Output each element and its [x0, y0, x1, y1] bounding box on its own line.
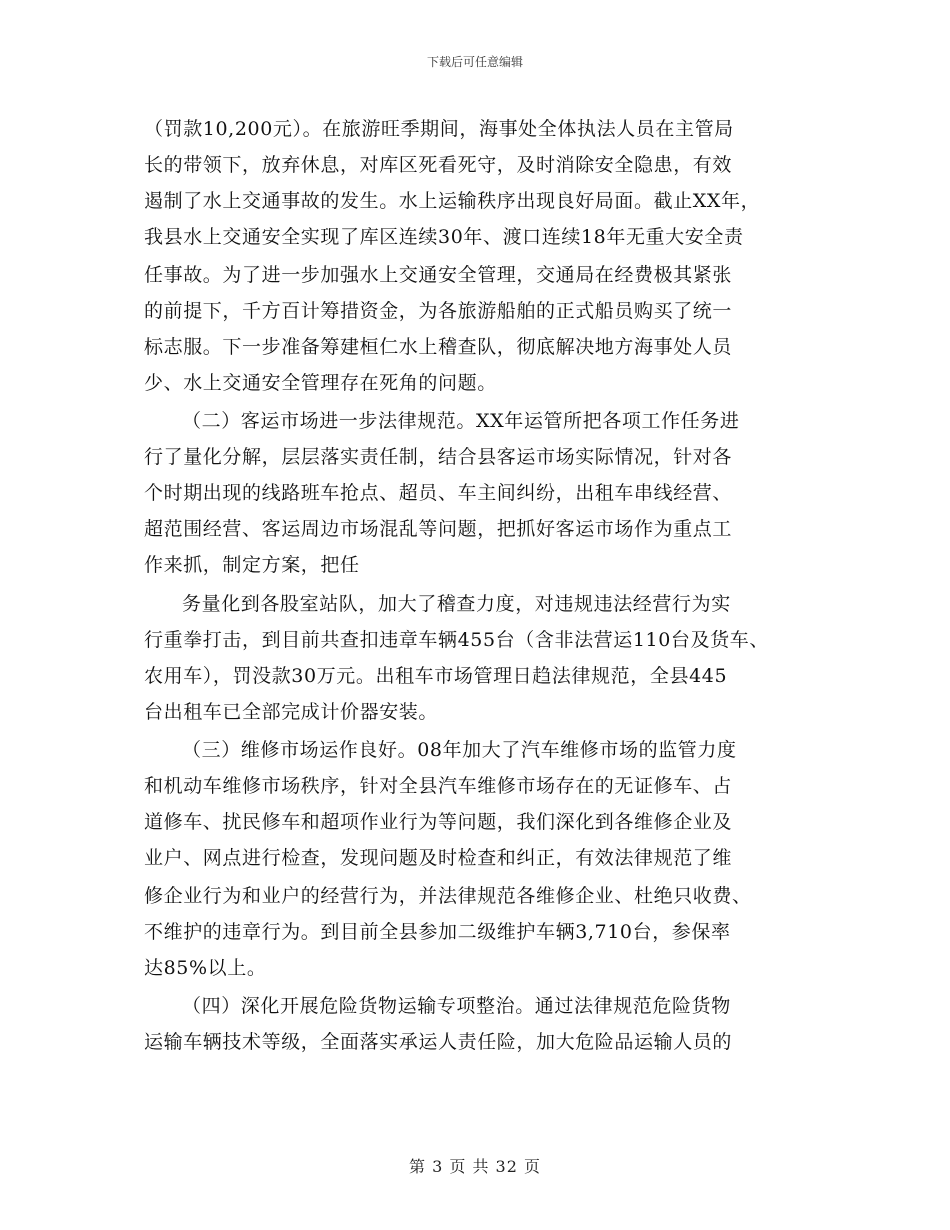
- text-line: 农用车），罚没款30万元。出租车市场管理日趋法律规范，全县445: [144, 665, 728, 687]
- text-line: 道修车、扰民修车和超项作业行为等问题，我们深化到各维修企业及: [144, 811, 733, 833]
- text-line: 个时期出现的线路班车抢点、超员、车主间纠纷，出租车串线经营、: [144, 482, 733, 504]
- paragraph-heading: （三）维修市场运作良好。08年加大了汽车维修市场的监管力度: [182, 739, 737, 761]
- text-line: 遏制了水上交通事故的发生。水上运输秩序出现良好局面。截止XX年，: [144, 190, 761, 212]
- page-header: 下载后可任意编辑: [426, 55, 523, 69]
- page-number: 第 3 页 共 32 页: [409, 1157, 541, 1176]
- text-line: 达85%以上。: [144, 957, 267, 979]
- text-line: 超范围经营、客运周边市场混乱等问题，把抓好客运市场作为重点工: [144, 518, 733, 540]
- text-line: 业户、网点进行检查，发现问题及时检查和纠正，有效法律规范了维: [144, 847, 733, 869]
- paragraph-heading: （四）深化开展危险货物运输专项整治。通过法律规范危险货物: [182, 995, 731, 1017]
- text-line: 和机动车维修市场秩序，针对全县汽车维修市场存在的无证修车、占: [144, 775, 733, 797]
- text-line: 务量化到各股室站队，加大了稽查力度，对违规违法经营行为实: [182, 593, 731, 615]
- text-line: 的前提下，千方百计筹措资金，为各旅游船舶的正式船员购买了统一: [144, 300, 733, 322]
- text-line: （罚款10,200元）。在旅游旺季期间，海事处全体执法人员在主管局: [144, 118, 734, 140]
- text-line: 行了量化分解，层层落实责任制，结合县客运市场实际情况，针对各: [144, 446, 733, 468]
- text-line: 长的带领下，放弃休息，对库区死看死守，及时消除安全隐患，有效: [144, 154, 733, 176]
- paragraph-heading: （二）客运市场进一步法律规范。XX年运管所把各项工作任务进: [182, 410, 740, 432]
- text-line: 任事故。为了进一步加强水上交通安全管理，交通局在经费极其紧张: [144, 264, 733, 286]
- text-line: 作来抓，制定方案，把任: [144, 554, 360, 576]
- text-line: 标志服。下一步准备筹建桓仁水上稽查队，彻底解决地方海事处人员: [144, 336, 733, 358]
- text-line: 少、水上交通安全管理存在死角的问题。: [144, 372, 497, 394]
- text-line: 不维护的违章行为。到目前全县参加二级维护车辆3,710台，参保率: [144, 921, 731, 943]
- text-line: 修企业行为和业户的经营行为，并法律规范各维修企业、杜绝只收费、: [144, 885, 752, 907]
- text-line: 我县水上交通安全实现了库区连续30年、渡口连续18年无重大安全责: [144, 226, 744, 248]
- text-line: 运输车辆技术等级，全面落实承运人责任险，加大危险品运输人员的: [144, 1031, 733, 1053]
- text-line: 台出租车已全部完成计价器安装。: [144, 701, 439, 723]
- text-line: 行重拳打击，到目前共查扣违章车辆455台（含非法营运110台及货车、: [144, 629, 769, 651]
